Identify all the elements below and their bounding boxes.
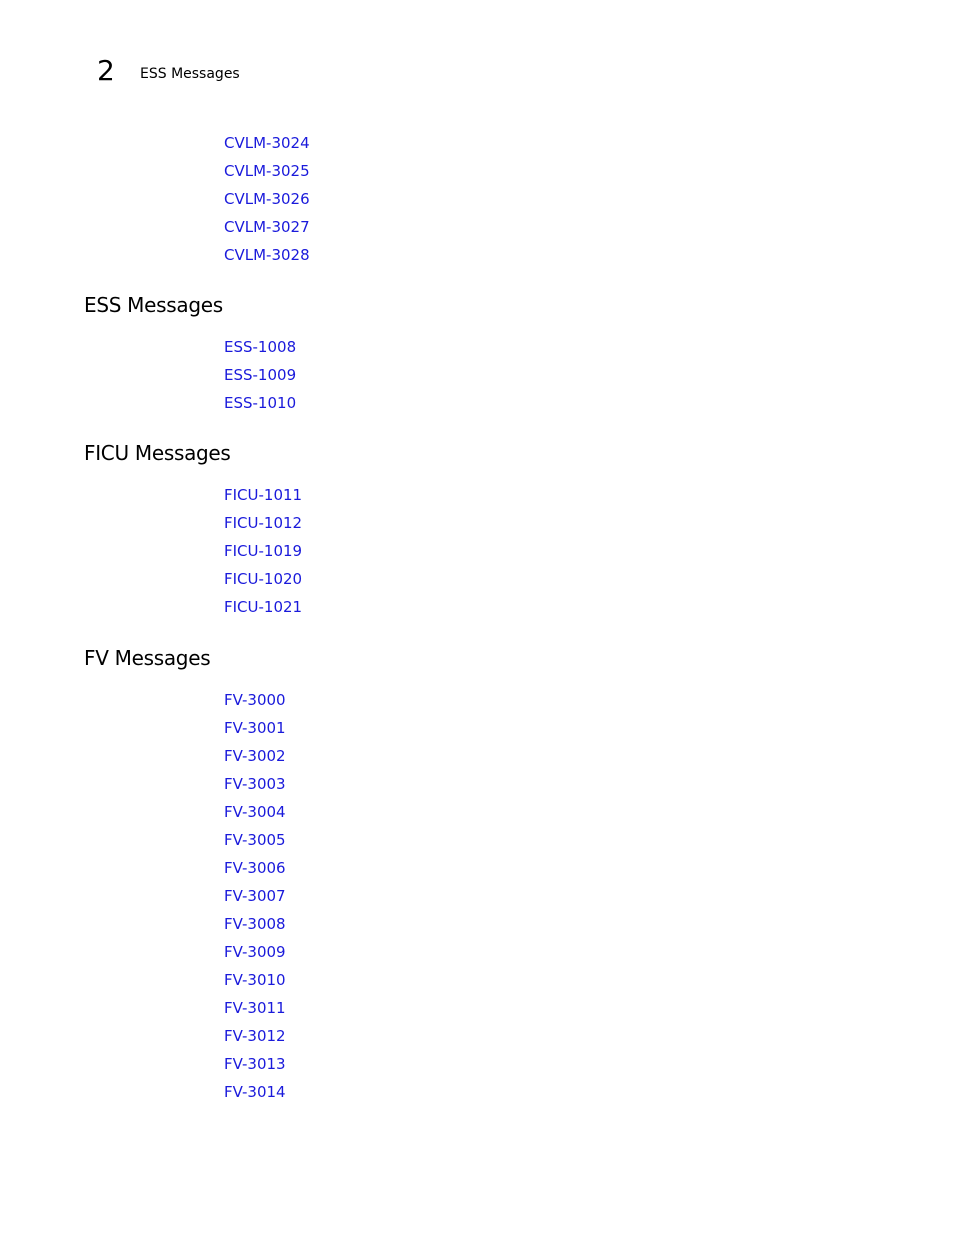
ficu-link-list xyxy=(224,486,302,626)
message-link[interactable]: FV-3009 xyxy=(224,943,286,961)
message-link[interactable]: FICU-1019 xyxy=(224,542,303,560)
list-item xyxy=(224,719,286,747)
list-item xyxy=(224,887,286,915)
message-link[interactable]: ESS-1008 xyxy=(224,338,297,356)
message-link[interactable]: FV-3001 xyxy=(224,719,286,737)
message-link[interactable]: FV-3010 xyxy=(224,971,286,989)
list-item xyxy=(224,514,302,542)
list-item xyxy=(224,570,302,598)
message-link[interactable]: FV-3004 xyxy=(224,803,286,821)
message-link[interactable]: FICU-1021 xyxy=(224,598,303,616)
message-link[interactable]: FV-3013 xyxy=(224,1055,286,1073)
list-item xyxy=(224,831,286,859)
message-link[interactable]: CVLM-3025 xyxy=(224,162,310,180)
list-item xyxy=(224,859,286,887)
message-link[interactable]: FV-3002 xyxy=(224,747,286,765)
list-item xyxy=(224,943,286,971)
list-item xyxy=(224,598,302,626)
message-link[interactable]: FV-3012 xyxy=(224,1027,286,1045)
message-link[interactable]: ESS-1009 xyxy=(224,366,297,384)
list-item xyxy=(224,338,296,366)
message-link[interactable]: FV-3006 xyxy=(224,859,286,877)
list-item xyxy=(224,246,310,274)
list-item xyxy=(224,162,310,190)
list-item xyxy=(224,915,286,943)
message-link[interactable]: FV-3007 xyxy=(224,887,286,905)
section-heading-fv: FV Messages xyxy=(84,646,211,670)
running-title: ESS Messages xyxy=(140,66,240,82)
section-heading-ess: ESS Messages xyxy=(84,293,223,317)
list-item xyxy=(224,999,286,1027)
list-item xyxy=(224,366,296,394)
message-link[interactable]: CVLM-3026 xyxy=(224,190,310,208)
list-item xyxy=(224,218,310,246)
fv-link-list xyxy=(224,691,286,1111)
message-link[interactable]: CVLM-3028 xyxy=(224,246,310,264)
list-item xyxy=(224,1055,286,1083)
message-link[interactable]: CVLM-3027 xyxy=(224,218,310,236)
message-link[interactable]: FICU-1012 xyxy=(224,514,303,532)
list-item xyxy=(224,486,302,514)
message-link[interactable]: FV-3005 xyxy=(224,831,286,849)
list-item xyxy=(224,1027,286,1055)
message-link[interactable]: FV-3014 xyxy=(224,1083,286,1101)
message-link[interactable]: ESS-1010 xyxy=(224,394,297,412)
message-link[interactable]: FICU-1020 xyxy=(224,570,303,588)
chapter-number: 2 xyxy=(97,54,115,87)
list-item xyxy=(224,134,310,162)
list-item xyxy=(224,971,286,999)
ess-link-list xyxy=(224,338,296,422)
cvlm-link-list xyxy=(224,134,310,274)
list-item xyxy=(224,394,296,422)
message-link[interactable]: FV-3000 xyxy=(224,691,286,709)
message-link[interactable]: FV-3008 xyxy=(224,915,286,933)
message-link[interactable]: FICU-1011 xyxy=(224,486,303,504)
message-link[interactable]: FV-3011 xyxy=(224,999,286,1017)
list-item xyxy=(224,803,286,831)
list-item xyxy=(224,691,286,719)
message-link[interactable]: CVLM-3024 xyxy=(224,134,310,152)
list-item xyxy=(224,1083,286,1111)
list-item xyxy=(224,775,286,803)
list-item xyxy=(224,542,302,570)
section-heading-ficu: FICU Messages xyxy=(84,441,231,465)
list-item xyxy=(224,747,286,775)
list-item xyxy=(224,190,310,218)
message-link[interactable]: FV-3003 xyxy=(224,775,286,793)
